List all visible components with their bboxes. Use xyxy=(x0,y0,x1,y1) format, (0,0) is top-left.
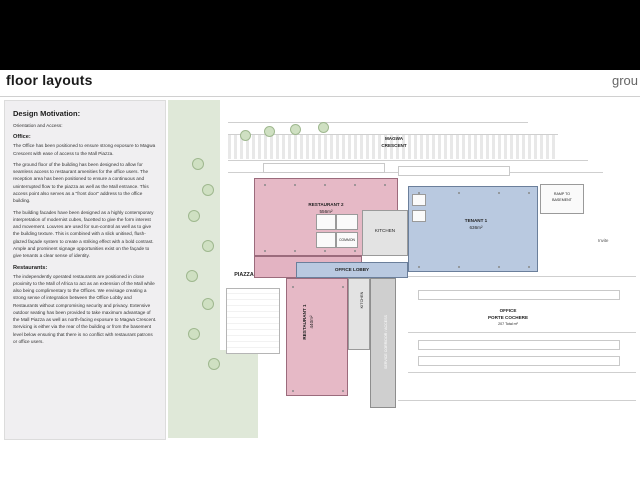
porte-cochere-area: 207 Total m² xyxy=(498,322,518,326)
tree-icon xyxy=(318,122,329,133)
restaurant-2-area: 556m² xyxy=(319,209,333,214)
invite-label: Invite xyxy=(598,238,609,243)
road-edge-3 xyxy=(228,160,588,161)
site-road-line-2 xyxy=(408,332,636,333)
porte-cochere-label-1: OFFICE xyxy=(499,308,517,313)
tenant-1-label: TENANT 1 xyxy=(464,218,488,223)
parking-row-right-3 xyxy=(418,356,620,366)
porte-cochere-label-2: PORTE COCHERE xyxy=(487,315,529,320)
restaurant-1-kitchen-label: KITCHEN xyxy=(360,291,364,309)
service-corridor-block xyxy=(370,278,396,408)
tree-icon xyxy=(208,358,220,370)
kitchen-label: KITCHEN xyxy=(374,228,396,233)
tree-icon xyxy=(188,210,200,222)
road-edge-1 xyxy=(228,122,528,123)
piazza-label: PIAZZA xyxy=(234,272,254,278)
site-road-line-3 xyxy=(408,372,636,373)
restaurant-2-label: RESTAURANT 2 xyxy=(308,202,344,207)
tenant-1-core-b xyxy=(412,210,426,222)
piazza-paving xyxy=(226,288,280,354)
tenant-1-core-a xyxy=(412,194,426,206)
page-title: floor layouts xyxy=(6,72,93,88)
panel-paragraph-4: The independently operated restaurants are positioned in close proximity to the Mall of Africa to act as an extension of the Mall while also being complimentary to the Offices. We envisage creating a strong sense of integration between the Office Lobby and Restaurants without compromising security and privacy. Extensive outdoor seating has been provided to take maximum advantage of the Mall Piazza as well as north-facing exposure to Magwa Crescent. Servicing is either via the rear of the building or from the basement level below ensuring that there is no conflict with restaurant patrons or office users. xyxy=(13,273,157,345)
panel-paragraph-1: The Office has been positioned to ensure strong exposure to Magwa Crescent with ease of access to the Mall Piazza. xyxy=(13,143,156,156)
street-name-line2: CRESCENT xyxy=(381,143,407,148)
header-divider xyxy=(0,96,640,97)
parking-row-top xyxy=(263,163,385,173)
panel-heading: Design Motivation: xyxy=(13,109,81,118)
ramp-label-line1: RAMP TO xyxy=(553,192,571,196)
panel-paragraph-3: The building facades have been designed as a highly contemporary interpretation of modernist cubes, facetted to give the form interest and movement. Louvres are used for sun-control as well as to give the building texture. This is combined with a slick unitised, flush-glazed façade system to create a striking effect with a bold contrast. Ample and prominent signage opportunities exist on the façade to give tenants a clear sense of identity. xyxy=(13,209,154,259)
tree-icon xyxy=(240,130,251,141)
service-room-a xyxy=(316,232,336,248)
restaurant-1-label: RESTAURANT 1 xyxy=(302,304,307,340)
restaurant-1-block xyxy=(286,278,348,396)
common-label: COMMON xyxy=(339,238,355,242)
office-lobby-label: OFFICE LOBBY xyxy=(334,267,370,272)
service-room-b xyxy=(316,214,336,230)
street-name-line1: MAGWA xyxy=(384,136,404,141)
tenant-1-area: 636m² xyxy=(469,225,483,230)
tree-icon xyxy=(186,270,198,282)
ramp-label-line2: BASEMENT xyxy=(552,198,572,202)
document-header xyxy=(0,70,640,96)
restaurant-1-kitchen-block xyxy=(348,278,370,350)
service-room-c xyxy=(336,214,358,230)
panel-restaurants-heading: Restaurants: xyxy=(13,264,48,271)
site-road-line-1 xyxy=(408,276,636,277)
tree-icon xyxy=(264,126,275,137)
tree-icon xyxy=(202,184,214,196)
floor-plan-drawing xyxy=(168,100,636,438)
design-motivation-panel xyxy=(4,100,166,440)
parking-row-right-1 xyxy=(418,290,620,300)
panel-paragraph-2: The ground floor of the building has been designed to allow for seamless access to restaurant amenities for the office users. The reception area has been positioned to ensure a continuous and uninterrupted flow to the piazza as well as the Mall entrance. This access point also serves as a "front door" address to the office building. xyxy=(13,161,149,204)
panel-office-heading: Office: xyxy=(13,134,31,141)
tree-icon xyxy=(290,124,301,135)
service-corridor-label: SERVICE CORRIDOR / ACCESS xyxy=(384,315,388,369)
panel-subheading: Orientation and Access: xyxy=(13,123,63,128)
header-right-label: grou xyxy=(611,73,638,88)
restaurant-1-area: 440m² xyxy=(309,315,314,329)
parking-row-top-2 xyxy=(398,166,510,176)
parking-row-right-2 xyxy=(418,340,620,350)
tree-icon xyxy=(202,298,214,310)
tree-icon xyxy=(202,240,214,252)
site-road-line-4 xyxy=(398,400,636,401)
tree-icon xyxy=(192,158,204,170)
tree-icon xyxy=(188,328,200,340)
